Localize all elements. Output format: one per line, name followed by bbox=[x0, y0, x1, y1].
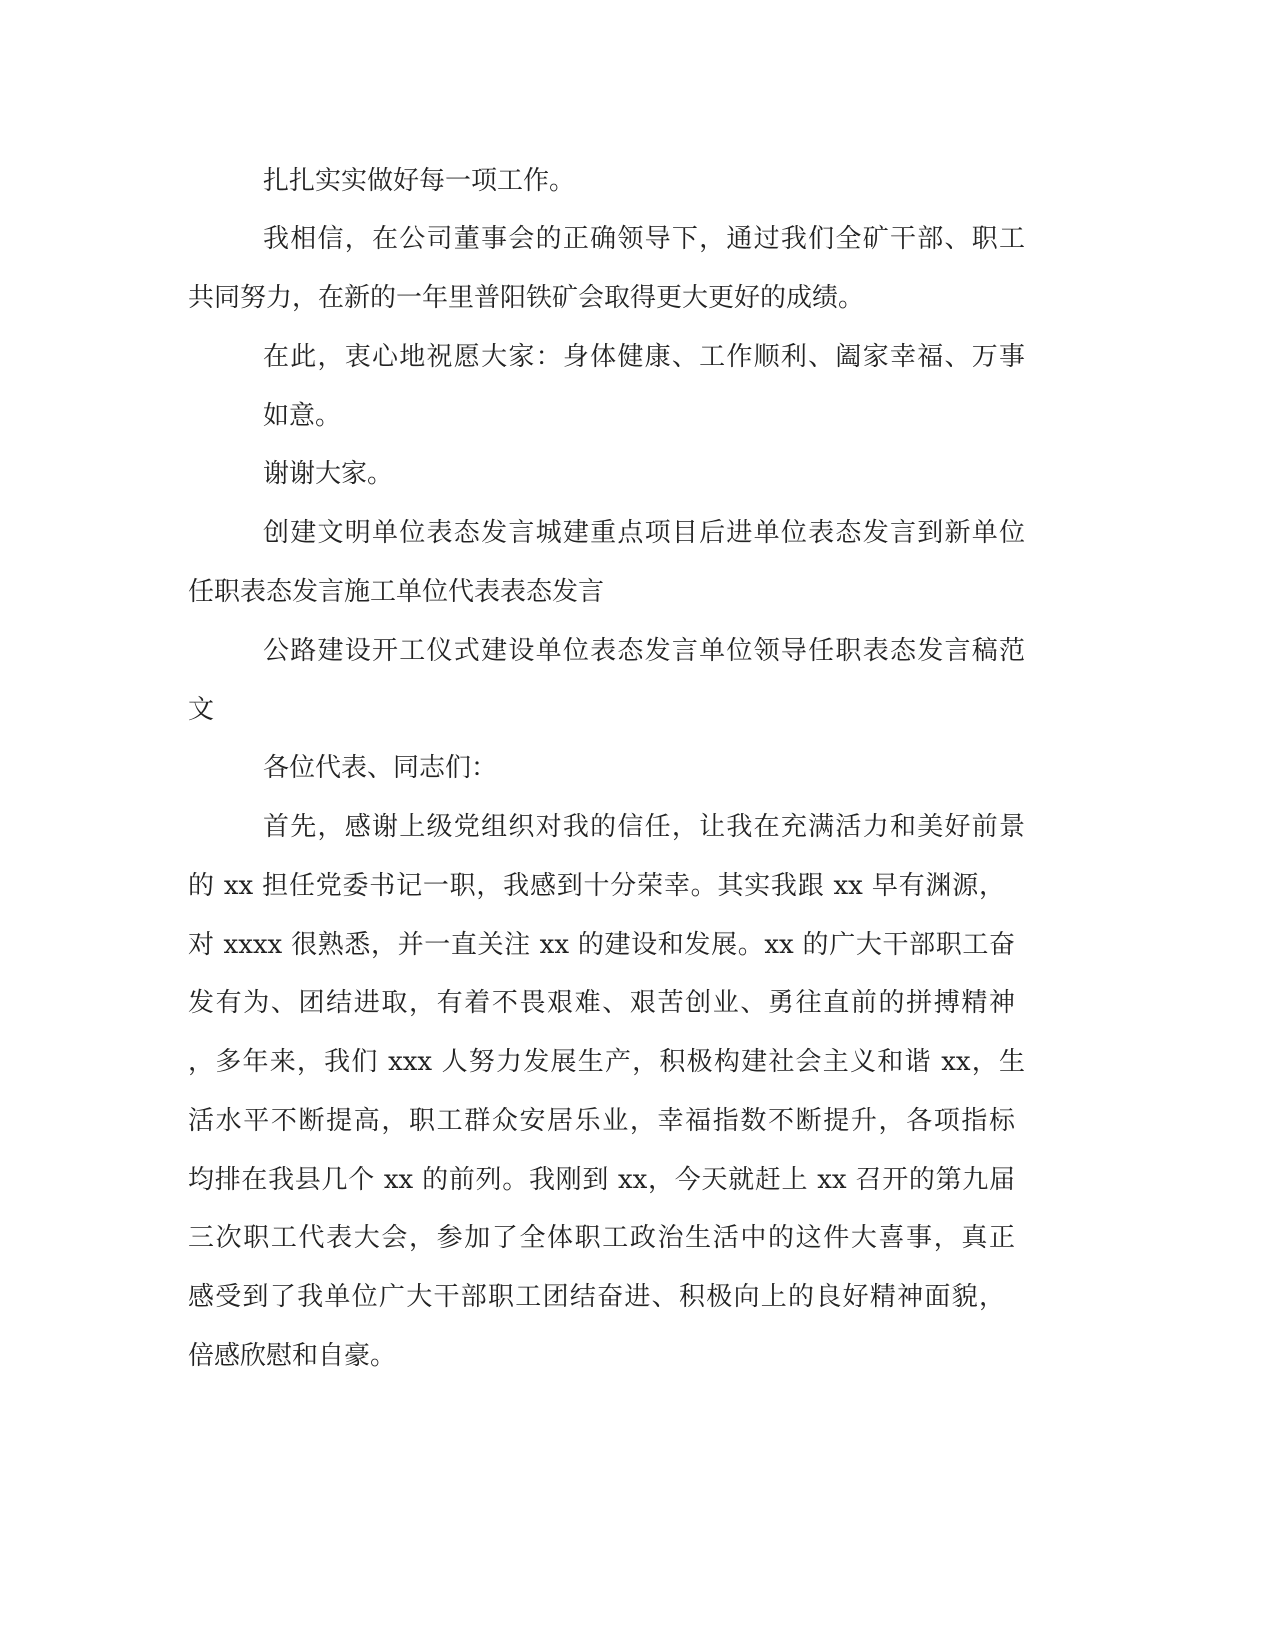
text-line: 公路建设开工仪式建设单位表态发言单位领导任职表态发言稿范 bbox=[263, 636, 1025, 666]
text-line: 文 bbox=[188, 695, 215, 725]
text-line: 扎扎实实做好每一项工作。 bbox=[263, 166, 576, 196]
text-line: 任职表态发言施工单位代表表态发言 bbox=[188, 577, 605, 607]
text-line: 我相信，在公司董事会的正确领导下，通过我们全矿干部、职工 bbox=[263, 224, 1025, 254]
text-line: 对 xxxx 很熟悉，并一直关注 xx 的建设和发展。xx 的广大干部职工奋 bbox=[188, 930, 1015, 960]
text-line: 如意。 bbox=[263, 401, 342, 431]
text-line: 感受到了我单位广大干部职工团结奋进、积极向上的良好精神面貌， bbox=[188, 1282, 1005, 1312]
text-line: 谢谢大家。 bbox=[263, 459, 394, 489]
text-line: 三次职工代表大会，参加了全体职工政治生活中的这件大喜事，真正 bbox=[188, 1223, 1015, 1253]
text-line: 的 xx 担任党委书记一职，我感到十分荣幸。其实我跟 xx 早有渊源， bbox=[188, 871, 1005, 901]
text-line: 活水平不断提高，职工群众安居乐业，幸福指数不断提升，各项指标 bbox=[188, 1106, 1015, 1136]
text-line: 在此，衷心地祝愿大家：身体健康、工作顺利、阖家幸福、万事 bbox=[263, 342, 1025, 372]
text-line: ，多年来，我们 xxx 人努力发展生产，积极构建社会主义和谐 xx，生 bbox=[188, 1047, 1025, 1077]
text-line: 发有为、团结进取，有着不畏艰难、艰苦创业、勇往直前的拼搏精神 bbox=[188, 988, 1015, 1018]
text-line: 创建文明单位表态发言城建重点项目后进单位表态发言到新单位 bbox=[263, 518, 1025, 548]
text-line: 共同努力，在新的一年里普阳铁矿会取得更大更好的成绩。 bbox=[188, 283, 865, 313]
text-line: 首先，感谢上级党组织对我的信任，让我在充满活力和美好前景 bbox=[263, 812, 1025, 842]
text-line: 倍感欣慰和自豪。 bbox=[188, 1341, 397, 1371]
text-line: 各位代表、同志们： bbox=[263, 753, 498, 783]
text-line: 均排在我县几个 xx 的前列。我刚到 xx，今天就赶上 xx 召开的第九届 bbox=[188, 1165, 1015, 1195]
